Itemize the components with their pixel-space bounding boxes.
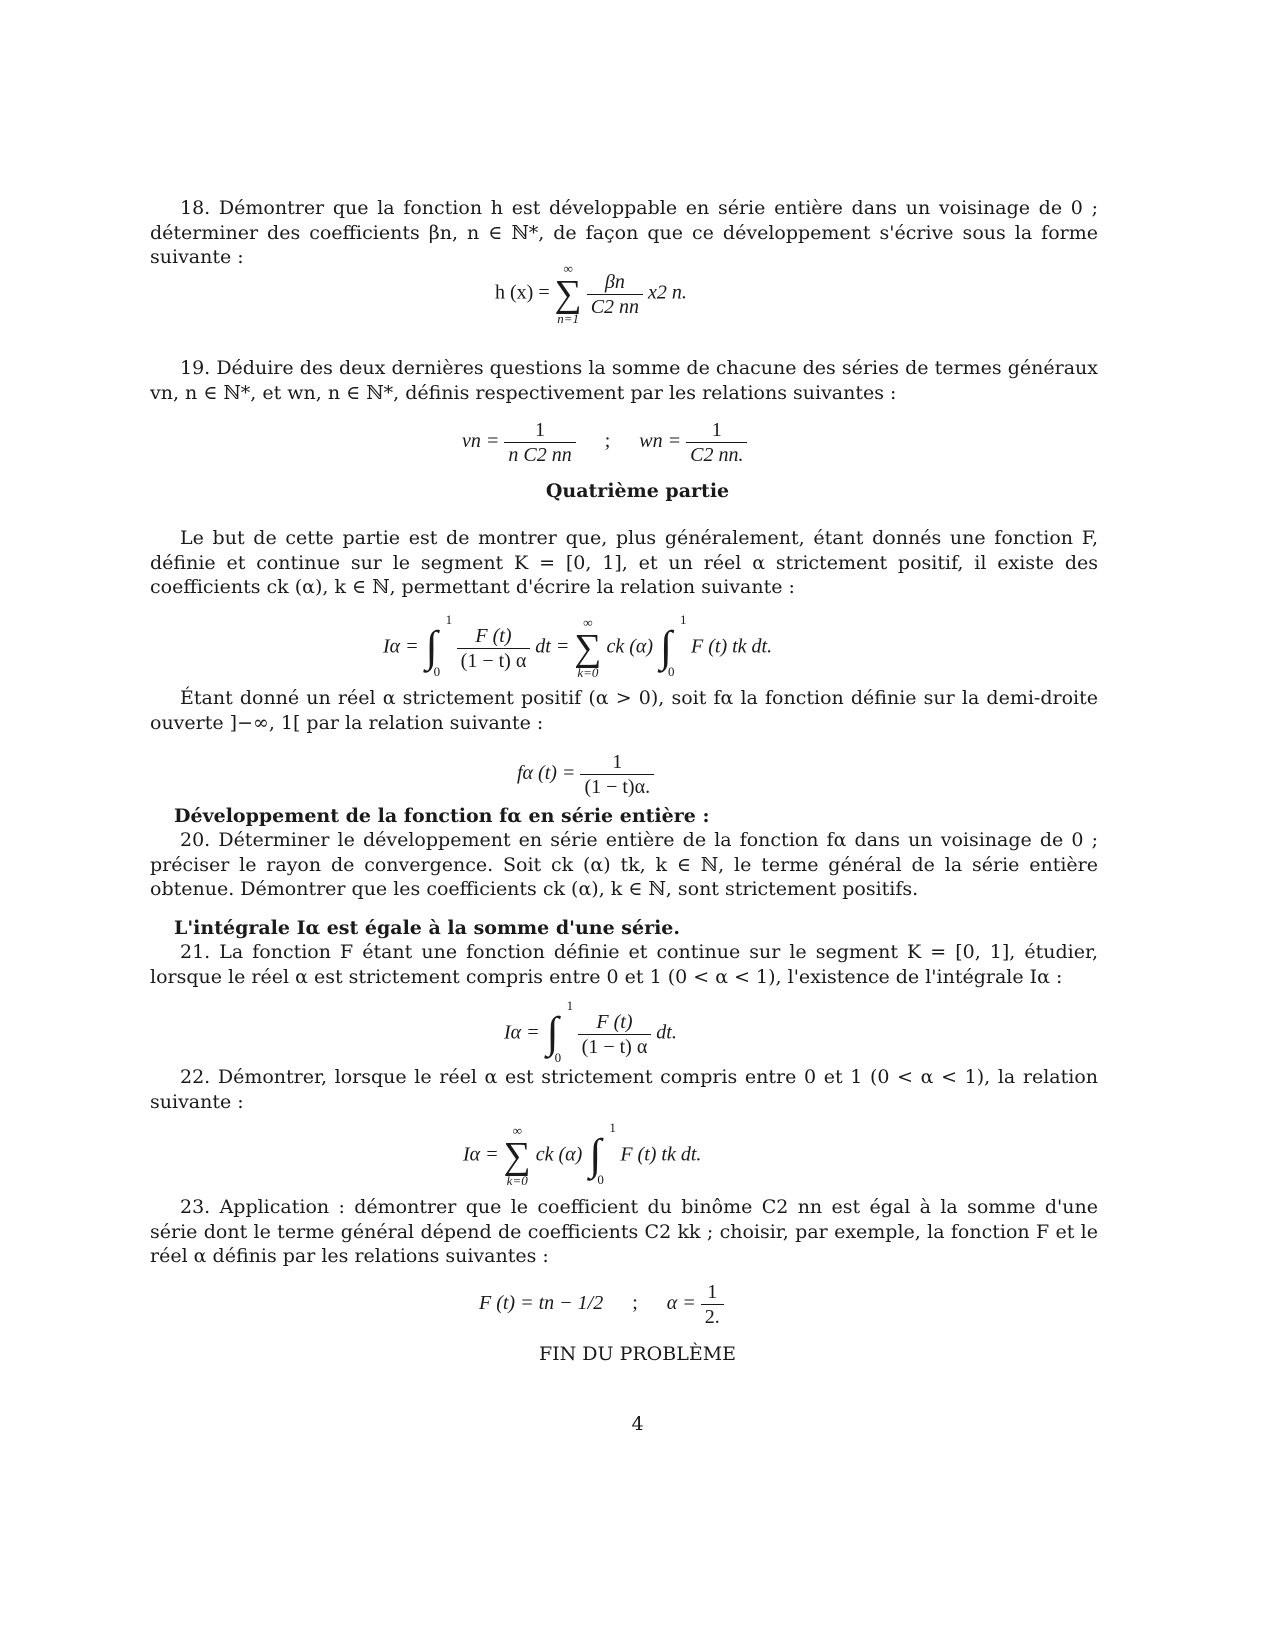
integral-upper: 1 [609, 1120, 616, 1135]
equation-h-series [495, 262, 687, 326]
eq21-tail: dt. [656, 1021, 677, 1044]
fraction-denominator: (1 − t) α [460, 649, 527, 672]
eq22-coef: ck (α) [535, 1143, 583, 1166]
integral-symbol-2: ∫ 1 0 [660, 612, 687, 679]
sum-symbol: ∞ ∑ k=0 [574, 615, 602, 680]
question-22-text: 22. Démontrer, lorsque le réel α est strictement compris entre 0 et 1 (0 < α < 1), la relation suivante : [150, 1066, 1098, 1113]
integral-lower: 0 [668, 664, 675, 679]
fraction-numerator: F (t) [578, 1010, 652, 1035]
fraction-w-denominator: C2 nn. [690, 444, 744, 466]
integral-upper: 1 [566, 998, 574, 1013]
fraction-one-half [701, 1280, 724, 1329]
fraction-denominator: (1 − t) α [581, 1035, 648, 1058]
eq-separator: ; [604, 430, 611, 453]
fraction-v-numerator: 1 [504, 418, 575, 443]
equation-I-alpha [504, 998, 677, 1065]
fraction-F-over-1mt [457, 624, 531, 673]
question-18-text: 18. Démontrer que la fonction h est développable en série entière dans un voisinage de 0 ; déterminer des coefficients βn, n ∈ ℕ*, de façon que ce développement s'écrive sous la forme suivante : [150, 197, 1098, 268]
fraction-v-denominator: n C2 nn [508, 444, 572, 466]
fraction-denominator: 2. [704, 1306, 720, 1328]
eq-main-dt: dt = [535, 635, 570, 658]
eq-f-lhs: fα (t) = [517, 762, 576, 785]
eq-h-tail: x2 n. [648, 281, 687, 304]
sum-upper-limit: ∞ [583, 615, 593, 630]
fraction-w-numerator: 1 [686, 418, 747, 443]
integral-upper: 1 [680, 612, 687, 627]
equation-vn-wn [462, 418, 747, 467]
fraction-numerator: 1 [701, 1280, 724, 1305]
eq-main-coef: ck (α) [606, 635, 654, 658]
question-23-text: 23. Application : démontrer que le coefficient du binôme C2 nn est égal à la somme d'une série dont le terme général dépend de coefficients C2 kk ; choisir, par exemple, la fonction F et le réel α définis par les relations suivantes : [150, 1196, 1098, 1267]
integral-symbol: ∫ 1 0 [425, 612, 453, 679]
fraction-numerator: βn [587, 270, 643, 295]
section-title-part4: Quatrième partie [545, 480, 730, 502]
sum-lower-limit: k=0 [577, 665, 599, 680]
eq-h-lhs: h (x) = [495, 281, 550, 304]
equation-application [479, 1280, 724, 1329]
fraction-v [504, 418, 575, 467]
integral-lower: 0 [433, 664, 441, 679]
fraction-f-denominator: (1 − t)α. [584, 776, 651, 798]
integral-upper: 1 [445, 612, 453, 627]
fraction-numerator: F (t) [457, 624, 531, 649]
eq23-alpha: α = [666, 1292, 696, 1315]
fraction-f-numerator: 1 [580, 750, 654, 775]
eq-main-tail: F (t) tk dt. [691, 635, 773, 658]
question-19-text: 19. Déduire des deux dernières questions la somme de chacune des séries de termes généraux vn, n ∈ ℕ*, et wn, n ∈ ℕ*, définis respectivement par les relations suivantes : [150, 357, 1098, 404]
fraction-w [686, 418, 747, 467]
end-of-problem: FIN DU PROBLÈME [538, 1343, 737, 1365]
eq21-lhs: Iα = [504, 1021, 540, 1044]
equation-I-alpha-series [463, 1120, 702, 1188]
eq23-lhs: F (t) = tn − 1/2 [479, 1292, 604, 1315]
section-title-development: Développement de la fonction fα en série entière : [174, 805, 710, 827]
fraction-eq21 [578, 1010, 652, 1059]
fraction-denominator: C2 nn [590, 295, 640, 318]
sum-upper-limit: ∞ [563, 261, 573, 276]
sum-lower-limit: k=0 [506, 1173, 528, 1188]
part4-given: Étant donné un réel α strictement positif (α > 0), soit fα la fonction définie sur la demi-droite ouverte ]−∞, 1[ par la relation suivante : [150, 687, 1098, 734]
equation-main-integral [383, 612, 773, 680]
section-title-integral: L'intégrale Iα est égale à la somme d'une série. [174, 917, 681, 939]
eq22-tail: F (t) tk dt. [620, 1143, 702, 1166]
eq-v-lhs: vn = [462, 430, 500, 453]
sum-symbol: ∞ ∑ n=1 [554, 261, 582, 326]
question-21-text: 21. La fonction F étant une fonction définie et continue sur le segment K = [0, 1], étudier, lorsque le réel α est strictement compris entre 0 et 1 (0 < α < 1), l'existence de l'intégrale Iα : [150, 941, 1098, 988]
eq22-lhs: Iα = [463, 1143, 499, 1166]
fraction-beta-over-c [587, 270, 643, 319]
eq-w-lhs: wn = [639, 430, 682, 453]
integral-symbol: ∫ 1 0 [589, 1120, 616, 1187]
equation-f-alpha [517, 750, 654, 799]
sum-lower-limit: n=1 [557, 311, 580, 326]
page-number: 4 [631, 1413, 644, 1435]
eq23-separator: ; [632, 1292, 638, 1315]
question-20-text: 20. Déterminer le développement en série entière de la fonction fα dans un voisinage de 0 ; préciser le rayon de convergence. Soit ck (α) tk, k ∈ ℕ, le terme général de la série entière obtenue. Démontrer que les coefficients ck (α), k ∈ ℕ, sont strictement positifs. [150, 829, 1098, 900]
integral-symbol: ∫ 1 0 [546, 998, 574, 1065]
sum-symbol: ∞ ∑ k=0 [503, 1123, 531, 1188]
integral-lower: 0 [597, 1172, 604, 1187]
fraction-f [580, 750, 654, 799]
eq-main-lhs: Iα = [383, 635, 419, 658]
integral-lower: 0 [554, 1050, 562, 1065]
sum-upper-limit: ∞ [512, 1123, 522, 1138]
part4-intro: Le but de cette partie est de montrer que, plus généralement, étant donnés une fonction F, définie et continue sur le segment K = [0, 1], et un réel α strictement positif, il existe des coefficients ck (α), k ∈ ℕ, permettant d'écrire la relation suivante : [150, 527, 1098, 598]
